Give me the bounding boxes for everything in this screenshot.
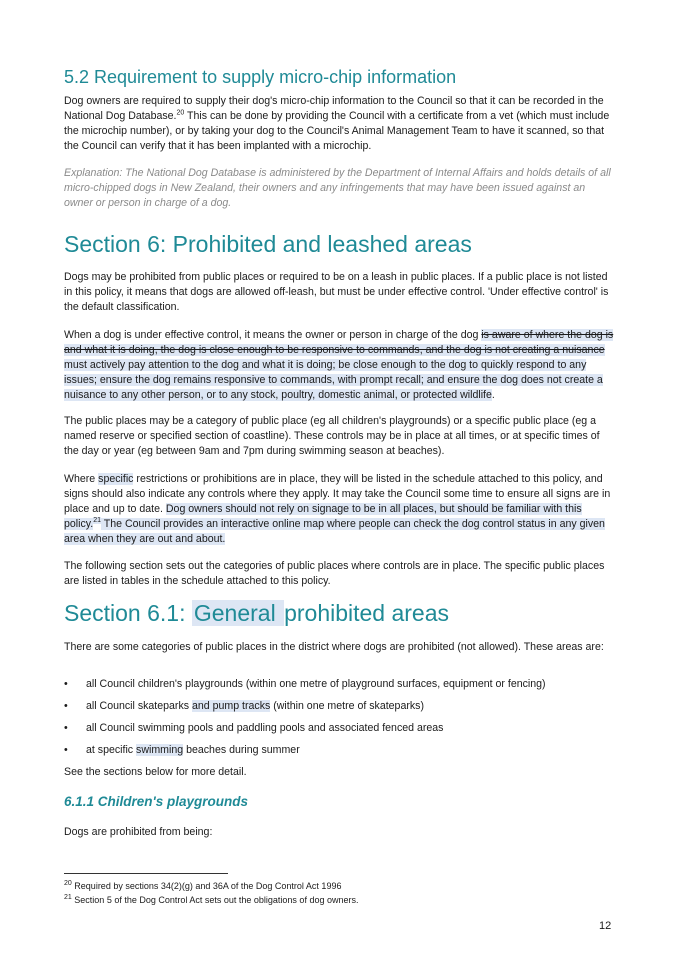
bullet-icon: • [64, 678, 68, 690]
microchip-text-b: This can be done by providing the Council with a certificate from a vet (which must include the microchip number), or by taking your dog to the Council's Animal Management Team to have it scanned, so that the Council can verify that it has been implanted with a microchip. [64, 110, 610, 152]
footnote-text: Required by sections 34(2)(g) and 36A of the Dog Control Act 1996 [71, 881, 342, 891]
list-item [64, 721, 614, 743]
heading-highlight-general: General [193, 600, 283, 626]
footnote-number: 21 [64, 894, 72, 901]
bullet-icon: • [64, 722, 68, 734]
restrictions-text-a: Where [64, 473, 99, 485]
page-number: 12 [599, 920, 612, 932]
public-places-paragraph: The public places may be a category of public place (eg all children's playgrounds) or a specific public place (eg a named reserve or specified section of coastline). These controls may be in place at all times, or at specific times of the day or year (eg between 9am and 7pm during swimming season at beaches). [64, 415, 600, 457]
highlight-swimming: swimming [136, 744, 184, 756]
highlight-online-map: The Council provides an interactive online map where people can check the dog control status in any given area when they are out and about. [64, 518, 605, 545]
list-item-text: beaches during summer [183, 744, 300, 756]
section-6-intro: Dogs may be prohibited from public places or required to be on a leash in public places. If a public place is not listed in this policy, it means that dogs are allowed off-leash, but must be under effective control. 'Under effective control' is the default classification. [64, 271, 609, 313]
list-item-text: all Council swimming pools and paddling pools and associated fenced areas [86, 722, 444, 734]
list-item [64, 699, 614, 721]
following-section-paragraph: The following section sets out the categories of public places where controls are in place. The specific public places are listed in tables in the schedule attached to this policy. [64, 560, 605, 587]
list-item-text: all Council children's playgrounds (within one metre of playground surfaces, equipment or fencing) [86, 678, 546, 690]
effective-control-paragraph [64, 328, 614, 403]
period: . [491, 389, 495, 401]
bullet-icon: • [64, 700, 68, 712]
list-item-text: all Council skateparks [86, 700, 192, 712]
highlight-pump-tracks: and pump tracks [191, 700, 271, 712]
explanation-paragraph: Explanation: The National Dog Database is administered by the Department of Internal Affairs and holds details of all micro-chipped dogs in New Zealand, their owners and any infringements that may have been issued against an owner or person in charge of a dog. [64, 167, 611, 209]
inserted-text: must actively pay attention to the dog and what it is doing; be close enough to the dog to quickly respond to any issues; ensure the dog remains responsive to commands, with prompt recall; and ensure the dog does not create a nuisance to any other person, or to any stock, poultry, domestic animal, or protected wildlife [64, 359, 603, 401]
see-below-text: See the sections below for more detail. [64, 766, 247, 778]
restrictions-text-b: restrictions or prohibitions are in place, they will be listed in the schedule attached to this policy, and signs should also indicate any controls where they apply. It may take the Council some time to ensure all signs are in place and up to date. [64, 473, 611, 515]
section-5-2-heading: 5.2 Requirement to supply micro-chip information [64, 67, 457, 87]
footnote-ref-20[interactable]: 20 [176, 109, 185, 117]
highlight-signage: Dog owners should not rely on signage to be in all places, but should be familiar with this policy. [64, 503, 582, 530]
footnote-20 [64, 880, 341, 892]
list-item [64, 677, 614, 699]
microchip-paragraph [64, 94, 614, 154]
highlight-specific: specific [98, 473, 134, 485]
footnote-ref-21[interactable]: 21 [93, 517, 102, 525]
heading-part-b: prohibited areas [284, 600, 450, 626]
list-item-text: (within one metre of skateparks) [270, 700, 424, 712]
prohibited-areas-list [64, 677, 614, 765]
footnote-number: 20 [64, 880, 72, 887]
bullet-icon: • [64, 744, 68, 756]
section-6-heading: Section 6: Prohibited and leashed areas [64, 231, 472, 257]
list-item [64, 743, 614, 765]
deleted-text: is aware of where the dog is and what it is doing, the dog is close enough to be responsive to commands, and the dog is not creating a nuisance [64, 329, 614, 356]
heading-part-a: Section 6.1: [64, 600, 192, 626]
prohibited-intro: There are some categories of public places in the district where dogs are prohibited (not allowed). These areas are: [64, 641, 604, 653]
effective-control-text: When a dog is under effective control, it means the owner or person in charge of the dog [64, 329, 482, 341]
footnote-text: Section 5 of the Dog Control Act sets out the obligations of dog owners. [71, 895, 359, 905]
footnote-divider [64, 873, 228, 874]
footnote-21 [64, 894, 358, 906]
microchip-text-a: Dog owners are required to supply their dog's micro-chip information to the Council so that it can be recorded in the National Dog Database. [64, 95, 604, 122]
list-item-text: at specific [86, 744, 137, 756]
playgrounds-text: Dogs are prohibited from being: [64, 826, 213, 838]
section-6-1-1-heading: 6.1.1 Children's playgrounds [64, 794, 249, 809]
restrictions-paragraph [64, 472, 614, 547]
section-6-1-heading [64, 599, 449, 627]
